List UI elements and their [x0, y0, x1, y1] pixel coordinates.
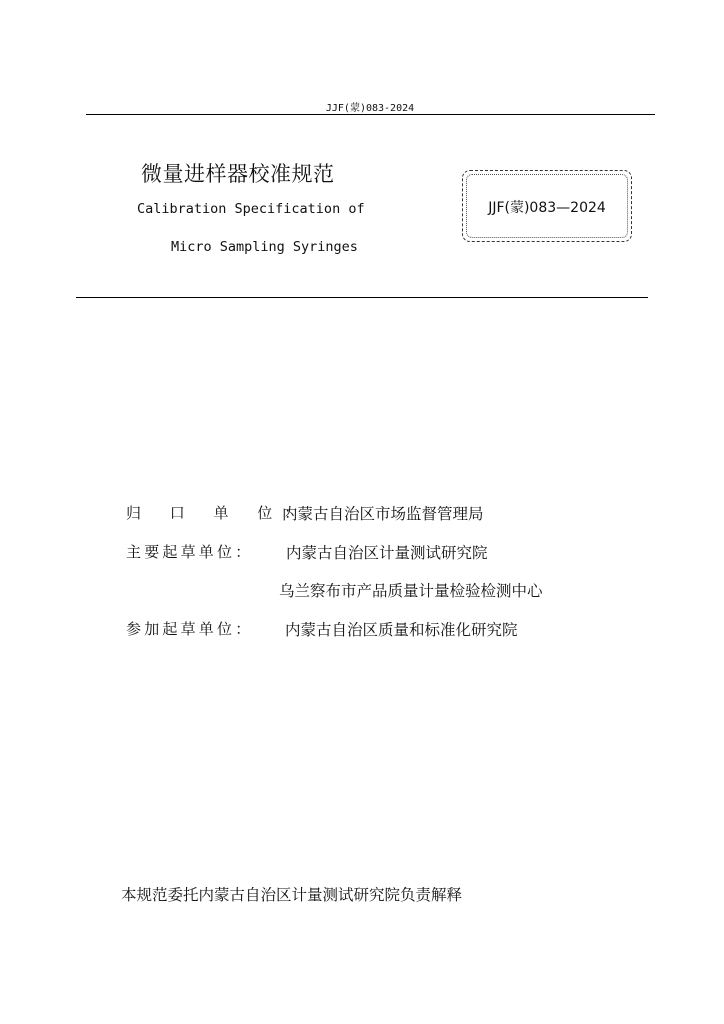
- header-standard-code: JJF(蒙)083-2024: [325, 103, 415, 114]
- main-drafting-unit-value-2: 乌兰察布市产品质量计量检验检测中心: [279, 582, 543, 600]
- document-title-english-line1: Calibration Specification of: [137, 201, 365, 217]
- interpretation-note: 本规范委托内蒙古自治区计量测试研究院负责解释: [121, 886, 463, 904]
- document-title-english-line2: Micro Sampling Syringes: [171, 239, 358, 255]
- document-title-chinese: 微量进样器校准规范: [141, 162, 335, 186]
- responsible-unit-value: 内蒙古自治区市场监督管理局: [282, 505, 484, 523]
- standard-code-box: [462, 170, 632, 242]
- main-drafting-unit-label: 主要起草单位：: [126, 543, 254, 561]
- main-drafting-unit-value-1: 内蒙古自治区计量测试研究院: [286, 544, 488, 562]
- standard-code-box-text: JJF(蒙)083—2024: [488, 200, 606, 216]
- header-divider: [86, 114, 655, 115]
- participating-unit-value: 内蒙古自治区质量和标准化研究院: [285, 621, 518, 639]
- responsible-unit-label: 归 口 单 位：: [126, 504, 312, 522]
- title-divider: [76, 297, 648, 298]
- participating-unit-label: 参加起草单位：: [126, 620, 254, 638]
